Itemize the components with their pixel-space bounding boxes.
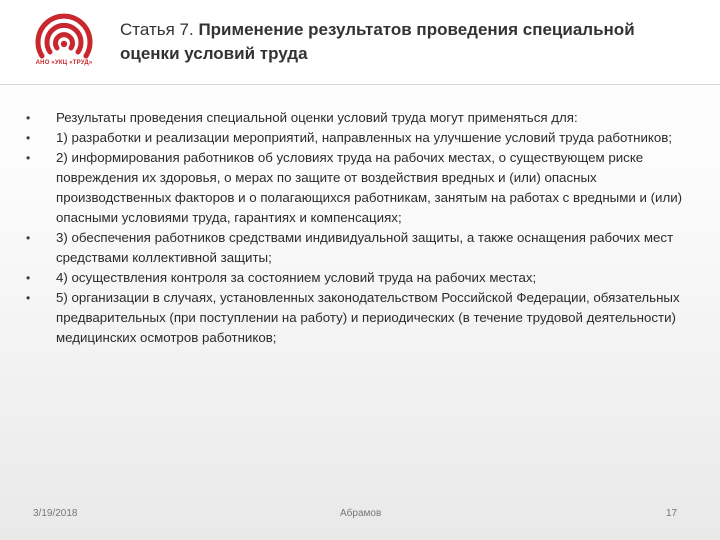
title-text: Применение результатов проведения специальной оценки условий труда — [120, 20, 635, 63]
list-item — [26, 268, 686, 288]
list-item-text: Результаты проведения специальной оценки условий труда могут применяться для: — [56, 110, 578, 125]
logo-caption: АНО «УКЦ «ТРУД» — [35, 60, 93, 66]
bullet-icon: • — [26, 271, 31, 285]
list-item — [26, 148, 686, 228]
bullet-icon: • — [26, 151, 31, 165]
list-item-text: 4) осуществления контроля за состоянием условий труда на рабочих местах; — [56, 270, 537, 285]
list-item — [26, 108, 686, 128]
bullet-icon: • — [26, 291, 31, 305]
list-item — [26, 288, 686, 348]
bullet-icon: • — [26, 131, 31, 145]
list-item-text: 3) обеспечения работников средствами индивидуальной защиты, а также оснащения рабочих мест средствами коллективной защиты; — [56, 230, 674, 265]
footer-date: 3/19/2018 — [33, 508, 78, 519]
bullet-list — [26, 108, 686, 348]
slide-title — [120, 18, 680, 66]
list-item-text: 2) информирования работников об условиях труда на рабочих местах, о существующем риске повреждения их здоровья, о мерах по защите от воздействия вредных и (или) опасных производственных факторов и о полагающихся работникам, занятым на работах с вредными и (или) опасными условиями труда, гарантиях и компенсациях; — [56, 150, 683, 225]
list-item — [26, 228, 686, 268]
slide-header — [0, 0, 720, 84]
organization-logo — [28, 8, 100, 72]
bullet-icon: • — [26, 111, 31, 125]
list-item-text: 5) организации в случаях, установленных законодательством Российской Федерации, обязательных предварительных (при поступлении на работу) и периодических (в течение трудовой деятельности) медицинских осмотров работников; — [56, 290, 680, 345]
list-item-text: 1) разработки и реализации мероприятий, направленных на улучшение условий труда работников; — [56, 130, 673, 145]
footer-page-number: 17 — [666, 508, 678, 519]
header-divider — [0, 84, 720, 85]
bullet-icon: • — [26, 231, 31, 245]
title-article-number: Статья 7. — [120, 20, 194, 39]
list-item — [26, 128, 686, 148]
radio-waves-logo-icon — [28, 8, 100, 64]
footer-author: Абрамов — [340, 508, 382, 519]
